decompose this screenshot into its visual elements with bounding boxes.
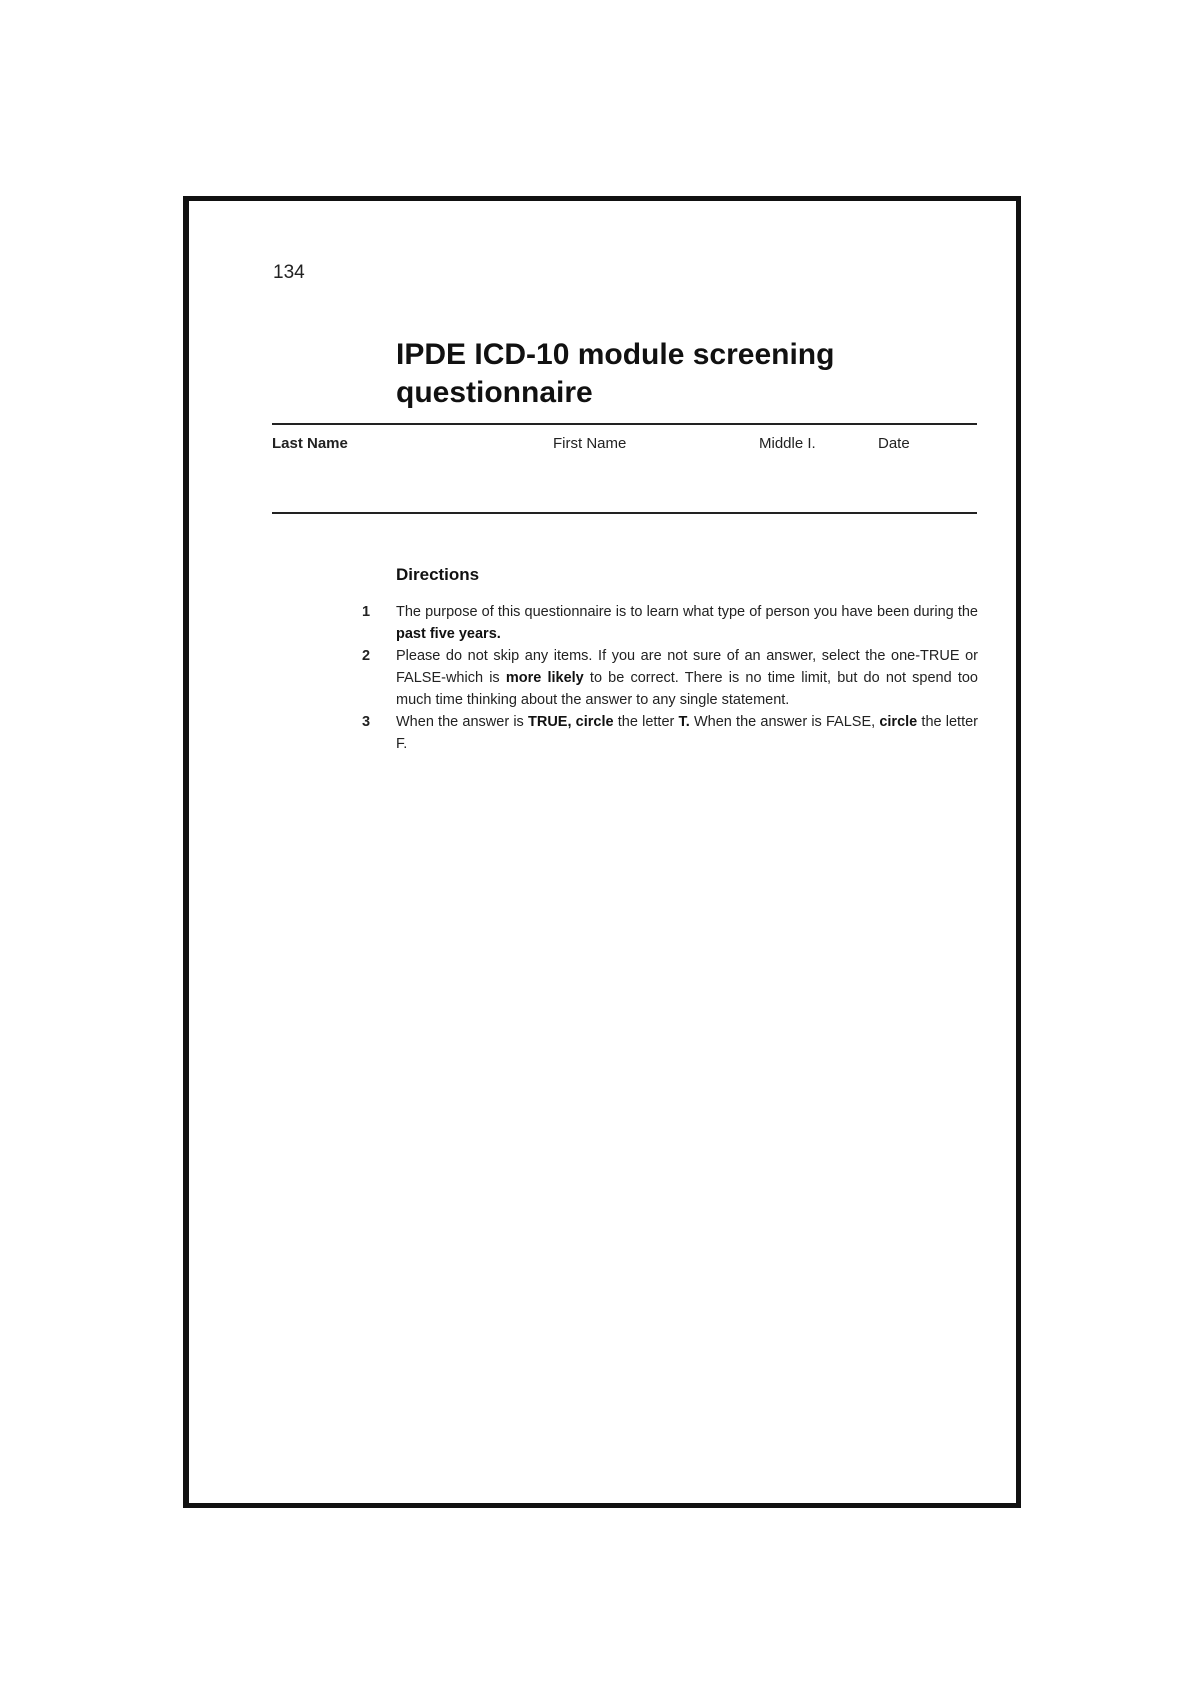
directions-item-number: 2 [362,648,371,664]
last-name-label: Last Name [272,435,348,452]
directions-text: the letter F. [396,714,979,752]
directions-text: When the answer is FALSE, [689,714,880,730]
directions-text: to be correct. There is no time limit, but do not spend too much time thinking about the answer to any single statement. [396,670,978,708]
emphasis-text: past five years. [396,626,501,642]
emphasis-text: TRUE, circle [528,714,614,730]
directions-heading: Directions [396,565,480,584]
emphasis-text: circle [879,714,918,730]
directions-text: The purpose of this questionnaire is to learn what type of person you have been during the [396,604,978,620]
form-bottom-rule [272,512,977,514]
directions-item [356,711,978,755]
directions-item [356,601,978,645]
directions-item [356,645,978,711]
page-title: IPDE ICD-10 module screening questionnaire [396,338,835,409]
emphasis-text: T. [678,714,690,730]
first-name-label: First Name [553,435,627,452]
directions-text: Please do not skip any items. If you are not sure of an answer, select the one-TRUE or FALSE-which is [396,648,978,686]
form-top-rule [272,423,977,425]
date-label: Date [878,435,910,452]
directions-text: When the answer is [396,714,528,730]
emphasis-text: more likely [505,670,584,686]
directions-text: the letter [613,714,679,730]
directions-list [356,601,978,755]
directions-item-number: 1 [362,604,371,620]
page-number: 134 [273,262,305,283]
middle-initial-label: Middle I. [759,435,816,452]
directions-item-number: 3 [362,714,371,730]
